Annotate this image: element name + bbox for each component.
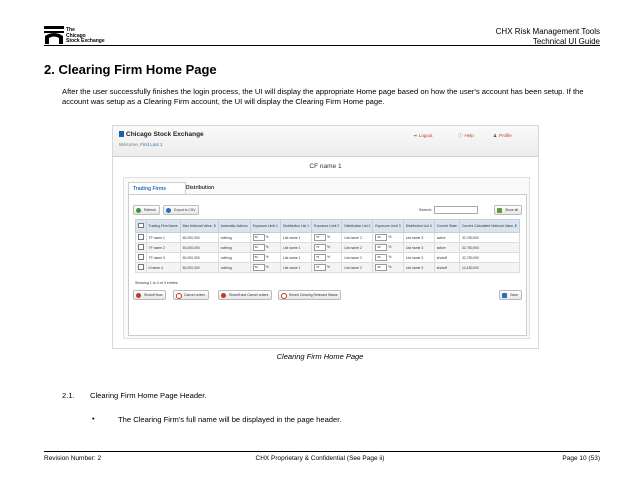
distribution-list-2-cell: List name 2 xyxy=(342,263,373,273)
subsection-title: Clearing Firm Home Page Header. xyxy=(90,391,207,400)
column-header[interactable]: Current State xyxy=(434,220,459,233)
exposure-limit-1-select[interactable]: 50 xyxy=(253,264,265,271)
document-title-line-1: CHX Risk Management Tools xyxy=(495,27,600,36)
max-notional-cell: 60,000,000 xyxy=(180,243,218,253)
current-state-cell: shutoff xyxy=(434,253,459,263)
column-header[interactable]: Exposure Limit 1 xyxy=(250,220,280,233)
row-checkbox[interactable] xyxy=(138,244,144,250)
intro-paragraph: After the user successfully finishes the login process, the UI will display the appropriate Home page based on how the user's account has been setup. If the account was setup as a Clearing Firm account, the UI will display the Clearing Firm Home page. xyxy=(62,87,584,106)
calculated-notional-cell: 32,750,000 xyxy=(459,233,519,243)
table-header-row xyxy=(136,220,520,233)
automatic-actions-cell: nothing xyxy=(218,263,250,273)
revert-icon xyxy=(281,293,287,299)
trading-firms-table xyxy=(135,219,520,273)
bullet-dot-icon: • xyxy=(92,414,95,423)
save-button[interactable]: Save xyxy=(499,290,522,300)
document-title-line-2: Technical UI Guide xyxy=(532,37,600,46)
export-icon xyxy=(166,208,171,213)
calculated-notional-cell: 32,750,000 xyxy=(459,253,519,263)
column-header[interactable]: Trading Firm Name xyxy=(146,220,180,233)
distribution-list-2-cell: List name 2 xyxy=(342,233,373,243)
app-logo: Chicago Stock Exchange xyxy=(119,131,204,138)
entries-info: Showing 1 to 4 of 4 entries xyxy=(135,281,178,285)
subsection-number: 2.1. xyxy=(62,391,75,400)
row-checkbox[interactable] xyxy=(138,254,144,260)
save-icon xyxy=(502,293,507,298)
exposure-limit-3-select[interactable]: 90 xyxy=(375,264,387,271)
column-header[interactable]: Max Notional Value, $ xyxy=(180,220,218,233)
chx-logo xyxy=(44,26,124,44)
refresh-icon xyxy=(136,208,141,213)
profile-link[interactable]: ♟ Profile xyxy=(493,133,512,138)
row-checkbox[interactable] xyxy=(138,264,144,270)
clearing-firm-home-screenshot xyxy=(112,125,539,349)
search-label: Search: xyxy=(418,208,432,212)
exposure-limit-3-select[interactable]: 90 xyxy=(375,234,387,241)
exposure-limit-2-select[interactable]: 75 xyxy=(314,234,326,241)
distribution-list-2-cell: List name 2 xyxy=(342,243,373,253)
welcome-user-link[interactable]: First Last 1 xyxy=(140,142,163,147)
revert-status-button[interactable]: Revert Clearing Relevant Status xyxy=(278,290,341,300)
shutoff-now-button[interactable]: Shutoff Now xyxy=(133,290,166,300)
automatic-actions-cell: nothing xyxy=(218,233,250,243)
shutoff-icon xyxy=(136,293,141,298)
exposure-limit-2-select[interactable]: 75 xyxy=(314,264,326,271)
row-checkbox[interactable] xyxy=(138,234,144,240)
trading-firms-view xyxy=(128,194,527,336)
footer-revision: Revision Number: 2 xyxy=(44,455,102,462)
distribution-list-3-cell: List name 3 xyxy=(403,243,434,253)
tab-trading-firms[interactable]: Trading Firms xyxy=(128,182,186,195)
distribution-list-3-cell: List name 3 xyxy=(403,233,434,243)
calculated-notional-cell: 32,750,000 xyxy=(459,243,519,253)
automatic-actions-cell: nothing xyxy=(218,243,250,253)
max-notional-cell: 60,000,000 xyxy=(180,233,218,243)
exposure-limit-3-select[interactable]: 90 xyxy=(375,254,387,261)
bullet-text: The Clearing Firm's full name will be displayed in the page header. xyxy=(118,415,342,424)
table-row[interactable]: rf name 4 60,000,000 nothing 50 % List name 1 75 % List name 2 90 % List name 3 shutoff 14,150,000 xyxy=(136,263,520,273)
current-state-cell: shutoff xyxy=(434,263,459,273)
select-all-checkbox[interactable] xyxy=(138,223,144,229)
column-header[interactable]: Distribution List 1 xyxy=(280,220,311,233)
figure-caption: Clearing Firm Home Page xyxy=(276,352,364,361)
current-state-cell: active xyxy=(434,243,459,253)
footer-divider xyxy=(44,451,600,452)
logo-line-2: Chicago xyxy=(66,32,86,39)
max-notional-cell: 60,000,000 xyxy=(180,263,218,273)
help-icon: ⓘ xyxy=(458,133,463,138)
table-row[interactable]: TF name 1 60,000,000 nothing 50 % List name 1 75 % List name 2 90 % List name 3 active 32,750,000 xyxy=(136,233,520,243)
search-area xyxy=(419,206,478,214)
distribution-list-1-cell: List name 1 xyxy=(280,233,311,243)
user-icon: ♟ xyxy=(493,133,498,138)
logo-line-3: Stock Exchange xyxy=(66,38,105,44)
exposure-limit-1-select[interactable]: 50 xyxy=(253,234,265,241)
footer-confidential: CHX Proprietary & Confidential (See Page ii) xyxy=(255,455,385,462)
firm-panel xyxy=(123,177,530,339)
firm-name-cell: rf name 4 xyxy=(146,263,180,273)
refresh-button[interactable]: Refresh xyxy=(133,205,160,215)
firm-name-cell: TF name 2 xyxy=(146,243,180,253)
max-notional-cell: 60,000,000 xyxy=(180,253,218,263)
cancel-icon xyxy=(176,293,182,299)
chx-logo-mark-icon xyxy=(44,26,64,44)
column-header[interactable]: Distribution List 2 xyxy=(342,220,373,233)
exposure-limit-1-select[interactable]: 50 xyxy=(253,244,265,251)
search-input[interactable] xyxy=(434,206,478,214)
footer-page-number: Page 10 (53) xyxy=(562,455,600,462)
column-header[interactable]: Exposure Limit 2 xyxy=(312,220,342,233)
chx-square-icon xyxy=(119,131,124,137)
column-header[interactable] xyxy=(136,220,147,233)
firm-name-title: CF name 1 xyxy=(309,163,342,170)
exposure-limit-2-select[interactable]: 75 xyxy=(314,244,326,251)
distribution-list-1-cell: List name 1 xyxy=(280,243,311,253)
document-title xyxy=(496,27,600,47)
column-header[interactable]: Exposure Limit 3 xyxy=(373,220,403,233)
logout-icon: ⇥ xyxy=(413,133,417,138)
column-header[interactable]: Automatic Actions xyxy=(218,220,250,233)
column-header[interactable]: Current Calculated Notional Value, $ xyxy=(459,220,519,233)
show-all-icon xyxy=(497,208,502,213)
logo-line-1: The xyxy=(66,27,75,33)
distribution-list-1-cell: List name 1 xyxy=(280,253,311,263)
shutoff-and-cancel-button[interactable]: Shutoff and Cancel orders xyxy=(218,290,272,300)
table-row[interactable]: TF name 2 60,000,000 nothing 50 % List name 1 75 % List name 2 90 % List name 3 active 32,750,000 xyxy=(136,243,520,253)
show-all-button[interactable]: Show all xyxy=(494,205,522,215)
distribution-list-2-cell: List name 2 xyxy=(342,253,373,263)
current-state-cell: active xyxy=(434,233,459,243)
automatic-actions-cell: nothing xyxy=(218,253,250,263)
export-csv-button[interactable]: Export to CSV xyxy=(163,205,199,215)
exposure-limit-1-select[interactable]: 50 xyxy=(253,254,265,261)
section-heading: 2. Clearing Firm Home Page xyxy=(44,62,217,77)
table-row[interactable]: TF name 3 60,000,000 nothing 50 % List name 1 75 % List name 2 90 % List name 3 shutoff 32,750,000 xyxy=(136,253,520,263)
calculated-notional-cell: 14,150,000 xyxy=(459,263,519,273)
firm-name-cell: TF name 3 xyxy=(146,253,180,263)
distribution-list-1-cell: List name 1 xyxy=(280,263,311,273)
tab-distribution-lists[interactable]: Distribution xyxy=(186,185,215,191)
welcome-text: Welcome, First Last 1 xyxy=(119,142,163,147)
help-link[interactable]: ⓘ Help xyxy=(458,133,474,138)
logout-link[interactable]: ⇥ Logout xyxy=(413,133,433,138)
shutoff-cancel-icon xyxy=(221,293,226,298)
column-header[interactable]: Distribution List 3 xyxy=(403,220,434,233)
distribution-list-3-cell: List name 3 xyxy=(403,263,434,273)
cancel-orders-button[interactable]: Cancel orders xyxy=(173,290,209,300)
distribution-list-3-cell: List name 3 xyxy=(403,253,434,263)
exposure-limit-2-select[interactable]: 75 xyxy=(314,254,326,261)
app-header xyxy=(113,126,538,157)
header-divider xyxy=(44,45,600,46)
firm-name-cell: TF name 1 xyxy=(146,233,180,243)
exposure-limit-3-select[interactable]: 90 xyxy=(375,244,387,251)
